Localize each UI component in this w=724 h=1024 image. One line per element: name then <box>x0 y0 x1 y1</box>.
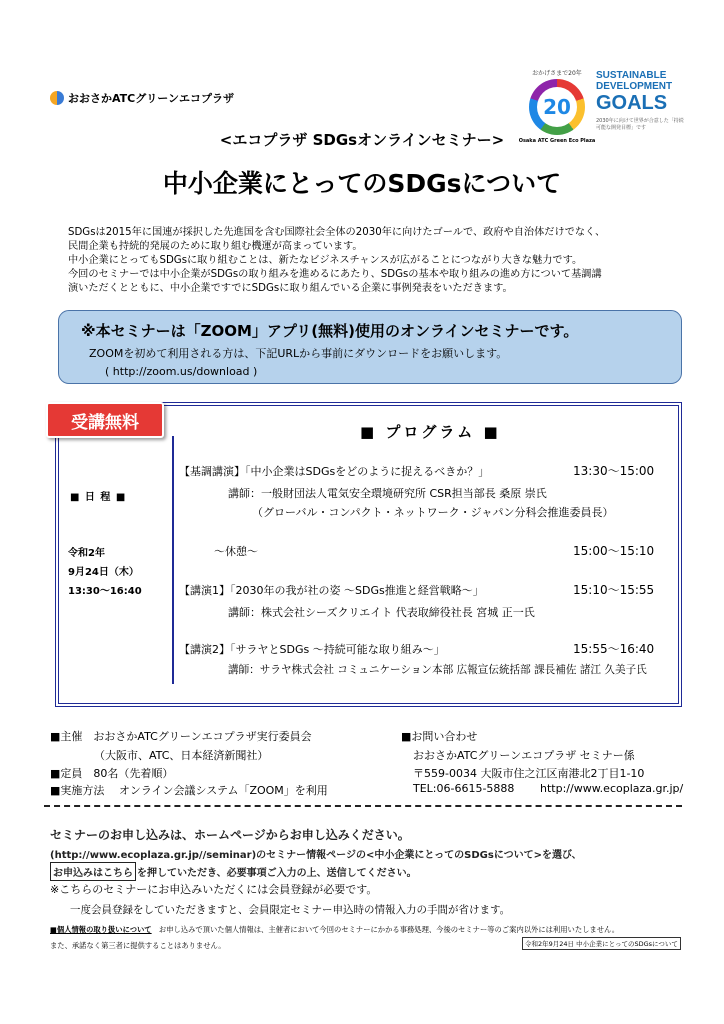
privacy-text-2: また、承諾なく第三者に提供することはありません。 <box>50 941 226 950</box>
program-item-title: 【講演2】「サラヤとSDGs ～持続可能な取り組み～」 <box>179 643 445 656</box>
intro-line: 中小企業にとってもSDGsに取り組むことは、新たなビジネスチャンスが広がることにつながり大きな魅力です。 <box>68 255 583 266</box>
schedule-date <box>68 544 142 601</box>
contact-tel: TEL:06-6615-5888 <box>413 782 515 795</box>
apply-submit-text: を押していただき、必要事項ご入力の上、送信してください。 <box>137 868 417 879</box>
organizer: ■主催 おおさかATCグリーンエコプラザ実行委員会 <box>50 730 312 743</box>
program-divider <box>172 436 174 684</box>
zoom-headline: ※本セミナーは「ZOOM」アプリ(無料)使用のオンラインセミナーです。 <box>81 322 579 340</box>
apply-heading: セミナーのお申し込みは、ホームページからお申し込みください。 <box>50 828 410 842</box>
free-admission-badge: 受講無料 <box>46 402 164 438</box>
program-item-title: 【基調講演】「中小企業はSDGsをどのように捉えるべきか？」 <box>179 465 490 478</box>
program-item-time: 15:55～16:40 <box>573 642 655 656</box>
logo-text: おおさかATCグリーンエコプラザ <box>68 92 235 105</box>
program-item-time: 15:10～15:55 <box>573 583 655 597</box>
intro-line: SDGsは2015年に国連が採択した先進国を含む国際社会全体の2030年に向けたゴールで、政府や自治体だけでなく、 <box>68 227 606 238</box>
contact-url-link[interactable]: http://www.ecoplaza.gr.jp/ <box>540 782 684 795</box>
program-item-time: 13:30～15:00 <box>573 464 655 478</box>
anniversary-footer: Osaka ATC Green Eco Plaza <box>518 138 596 144</box>
anniversary-caption: おかげさまで20年 <box>532 70 582 77</box>
footer-label: 令和2年9月24日 中小企業にとってのSDGsについて <box>522 937 681 950</box>
program-item-speaker: 講師：株式会社シーズクリエイト 代表取締役社長 宮城 正一氏 <box>228 606 535 619</box>
intro-line: 民間企業も持続的発展のために取り組む機運が高まっています。 <box>68 241 363 252</box>
apply-submit-line <box>50 862 417 881</box>
program-item-speaker: 講師：サラヤ株式会社 コミュニケーション本部 広報宣伝統括部 課長補佐 諸江 久美子氏 <box>228 664 647 676</box>
sdgs-line1: SUSTAINABLE <box>596 70 667 81</box>
program-item-time: 15:00～15:10 <box>573 544 655 558</box>
contact-label: ■お問い合わせ <box>401 730 478 743</box>
sdgs-caption: 2030年に向けて世界が合意した「持続可能な開発目標」です <box>596 118 684 131</box>
apply-instructions: (http://www.ecoplaza.gr.jp//seminar)のセミナー情報ページの<中小企業にとってのSDGsについて>を選び、 <box>50 850 582 861</box>
intro-line: 演いただくとともに、中小企業ですでにSDGsに取り組んでいる企業に事例発表をいただきます。 <box>68 283 513 294</box>
contact-name: おおさかATCグリーンエコプラザ セミナー係 <box>413 749 635 762</box>
dashed-divider <box>44 805 682 807</box>
program-heading: ■ プログラム ■ <box>360 423 501 441</box>
capacity: ■定員 80名（先着順） <box>50 767 174 780</box>
date-line: 令和2年 <box>68 548 105 559</box>
zoom-detail: ZOOMを初めて利用される方は、下記URLから事前にダウンロードをお願いします。 <box>89 347 508 360</box>
page-title: 中小企業にとってのSDGsについて <box>162 169 562 198</box>
apply-here-button[interactable]: お申込みはこちら <box>50 862 136 881</box>
date-line: 13:30～16:40 <box>68 586 142 597</box>
zoom-download-link[interactable]: ( http://zoom.us/download ) <box>105 365 258 378</box>
membership-note: ※こちらのセミナーにお申込みいただくには会員登録が必要です。 <box>50 883 378 896</box>
schedule-label: ■ 日 程 ■ <box>70 492 127 503</box>
program-item-speaker-note: （グローバル・コンパクト・ネットワーク・ジャパン分科会推進委員長） <box>252 506 614 519</box>
organizer-members: （大阪市、ATC、日本経済新聞社） <box>94 749 269 762</box>
privacy-label: ■個人情報の取り扱いについて <box>50 925 152 934</box>
sdgs-line2: DEVELOPMENT <box>596 81 673 92</box>
membership-benefit: 一度会員登録をしていただきますと、会員限定セミナー申込時の情報入力の手間が省けます。 <box>70 904 511 916</box>
zoom-notice-box <box>58 310 682 384</box>
sdgs-line3: GOALS <box>596 92 668 114</box>
privacy-text: お申し込みで頂いた個人情報は、主催者において今回のセミナーにかかる事務処理、今後のセミナー等のご案内以外には利用いたしません。 <box>151 925 620 934</box>
date-line: 9月24日（木） <box>68 567 139 578</box>
program-item-title: 【講演1】「2030年の我が社の姿 ～SDGs推進と経営戦略～」 <box>179 584 484 597</box>
contact-address: 〒559-0034 大阪市住之江区南港北2丁目1-10 <box>413 767 645 780</box>
ecoplaza-logo-icon <box>50 91 64 105</box>
anniversary-number: 20 <box>537 87 577 127</box>
anniversary-ring-icon <box>529 79 585 135</box>
program-break: ～休憩～ <box>214 545 258 558</box>
program-item-speaker: 講師：一般財団法人電気安全環境研究所 CSR担当部長 桑原 崇氏 <box>228 487 547 500</box>
ecoplaza-logo <box>50 90 234 106</box>
implementation-method: ■実施方法 オンライン会議システム「ZOOM」を利用 <box>50 784 328 797</box>
seminar-subtitle: <エコプラザ SDGsオンラインセミナー> <box>219 131 505 149</box>
intro-text <box>68 226 678 296</box>
intro-line: 今回のセミナーでは中小企業がSDGsの取り組みを進めるにあたり、SDGsの基本や取り組みの進め方について基調講 <box>68 269 602 280</box>
